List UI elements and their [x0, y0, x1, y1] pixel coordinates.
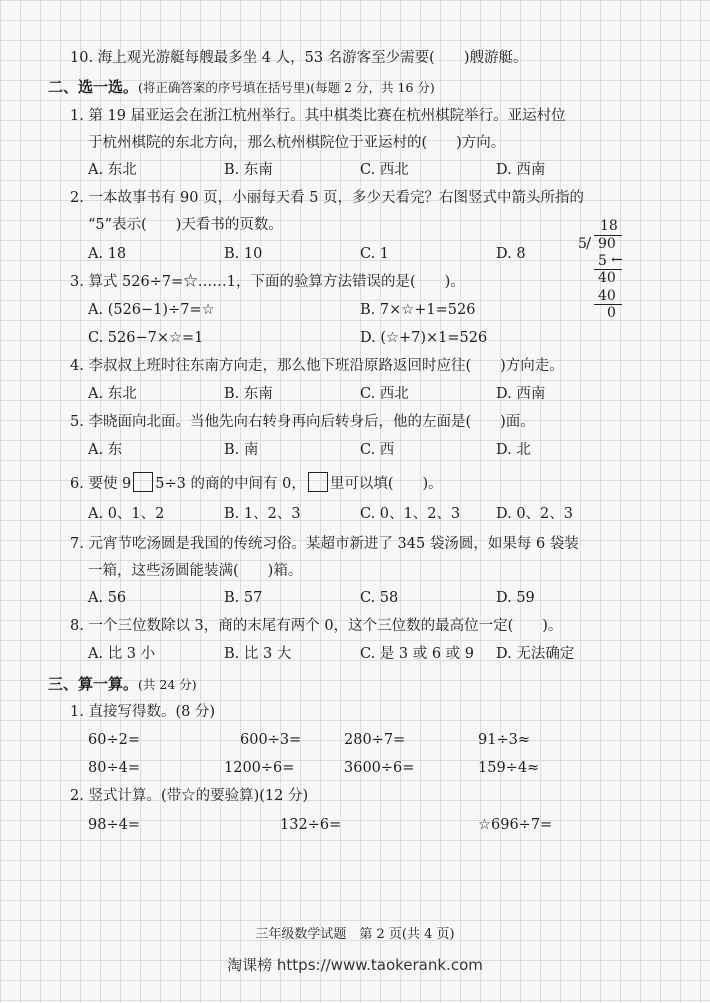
q5-option-a: A. 东 — [88, 442, 123, 458]
section-2-heading — [48, 77, 435, 98]
q5-option-b: B. 南 — [224, 442, 259, 458]
mental-math-2: 600÷3= — [240, 732, 302, 748]
section-3-title: 三、算一算。 — [48, 675, 139, 693]
q6-text-c: 里可以填( )。 — [329, 476, 443, 492]
page-footer: 三年级数学试题 第 2 页(共 4 页) — [255, 927, 455, 942]
q5-option-c: C. 西 — [360, 442, 395, 458]
q8-line1: 8. 一个三位数除以 3，商的末尾有两个 0，这个三位数的最高位一定( )。 — [70, 618, 563, 634]
q7-line2: 一箱，这些汤圆能装满( )箱。 — [88, 563, 303, 579]
q8-option-d: D. 无法确定 — [496, 646, 575, 662]
q2-option-d: D. 8 — [496, 246, 526, 262]
arrow-icon: ← — [611, 252, 623, 268]
q6-option-b: B. 1、2、3 — [224, 506, 301, 522]
q3-option-a: A. (526−1)÷7=☆ — [88, 302, 215, 318]
q3-line1: 3. 算式 526÷7=☆……1，下面的验算方法错误的是( )。 — [70, 274, 465, 290]
q2-line1: 2. 一本故事书有 90 页，小丽每天看 5 页，多少天看完？右图竖式中箭头所指的 — [70, 190, 585, 206]
q1-option-a: A. 东北 — [88, 162, 137, 178]
division-remainder: 0 — [607, 305, 616, 321]
q6-text-b: 5÷3 的商的中间有 0， — [155, 476, 306, 492]
q6-text-a: 6. 要使 9 — [70, 476, 132, 492]
blank-box — [133, 472, 153, 492]
q8-option-b: B. 比 3 大 — [224, 646, 292, 662]
part-2-title: 2. 竖式计算。(带☆的要验算)(12 分) — [70, 788, 309, 804]
mental-math-6: 1200÷6= — [224, 760, 295, 776]
question-10: 10. 海上观光游艇每艘最多坐 4 人，53 名游客至少需要( )艘游艇。 — [70, 50, 528, 66]
q1-option-d: D. 西南 — [496, 162, 546, 178]
division-quotient: 18 — [600, 218, 618, 234]
q2-option-a: A. 18 — [88, 246, 127, 262]
division-step-2: 40 — [598, 270, 616, 286]
division-step-3: 40 — [598, 288, 616, 304]
watermark-text: 淘课榜 https://www.taokerank.com — [227, 956, 483, 974]
mental-math-7: 3600÷6= — [344, 760, 415, 776]
q8-option-c: C. 是 3 或 6 或 9 — [360, 646, 475, 662]
mental-math-5: 80÷4= — [88, 760, 140, 776]
q1-line1: 1. 第 19 届亚运会在浙江杭州举行。其中棋类比赛在杭州棋院举行。亚运村位 — [70, 108, 566, 124]
vertical-calc-2: 132÷6= — [280, 817, 342, 833]
section-3-heading — [48, 674, 197, 695]
q2-option-b: B. 10 — [224, 246, 263, 262]
q4-option-d: D. 西南 — [496, 386, 546, 402]
q1-option-c: C. 西北 — [360, 162, 409, 178]
q4-option-c: C. 西北 — [360, 386, 409, 402]
q5-line1: 5. 李晓面向北面。当他先向右转身再向后转身后，他的左面是( )面。 — [70, 414, 535, 430]
division-step-1: 5 — [598, 253, 607, 269]
q7-option-c: C. 58 — [360, 590, 399, 606]
q1-line2: 于杭州棋院的东北方向，那么杭州棋院位于亚运村的( )方向。 — [88, 135, 506, 151]
division-dividend: 90 — [598, 236, 616, 252]
blank-box-2 — [308, 472, 328, 492]
q3-option-b: B. 7×☆+1=526 — [360, 302, 476, 318]
section-3-note: (共 24 分) — [138, 677, 197, 692]
q6-option-d: D. 0、2、3 — [496, 506, 574, 522]
q6-line1 — [70, 472, 443, 494]
q6-option-a: A. 0、1、2 — [88, 506, 165, 522]
q8-option-a: A. 比 3 小 — [88, 646, 156, 662]
q7-option-b: B. 57 — [224, 590, 263, 606]
q5-option-d: D. 北 — [496, 442, 531, 458]
q4-line1: 4. 李叔叔上班时往东南方向走，那么他下班沿原路返回时应往( )方向走。 — [70, 358, 564, 374]
vertical-calc-3: ☆696÷7= — [478, 817, 553, 833]
q7-line1: 7. 元宵节吃汤圆是我国的传统习俗。某超市新进了 345 袋汤圆，如果每 6 袋装 — [70, 536, 579, 552]
vertical-calc-1: 98÷4= — [88, 817, 140, 833]
section-2-note: (将正确答案的序号填在括号里)(每题 2 分，共 16 分) — [138, 80, 435, 95]
q6-option-c: C. 0、1、2、3 — [360, 506, 461, 522]
q1-option-b: B. 东南 — [224, 162, 273, 178]
q2-line2: “5”表示( )天看书的页数。 — [88, 217, 283, 233]
mental-math-8: 159÷4≈ — [478, 760, 540, 776]
section-2-title: 二、选一选。 — [48, 78, 139, 96]
q4-option-b: B. 东南 — [224, 386, 273, 402]
q7-option-a: A. 56 — [88, 590, 127, 606]
division-divisor: 5 — [578, 236, 587, 252]
q4-option-a: A. 东北 — [88, 386, 137, 402]
mental-math-3: 280÷7= — [344, 732, 406, 748]
q3-option-d: D. (☆+7)×1=526 — [360, 330, 488, 346]
part-1-title: 1. 直接写得数。(8 分) — [70, 704, 216, 720]
q3-option-c: C. 526−7×☆=1 — [88, 330, 204, 346]
q2-option-c: C. 1 — [360, 246, 390, 262]
long-division-figure: 18 5 / 90 5 ← 40 40 0 — [578, 218, 623, 321]
q7-option-d: D. 59 — [496, 590, 535, 606]
mental-math-1: 60÷2= — [88, 732, 140, 748]
mental-math-4: 91÷3≈ — [478, 732, 530, 748]
